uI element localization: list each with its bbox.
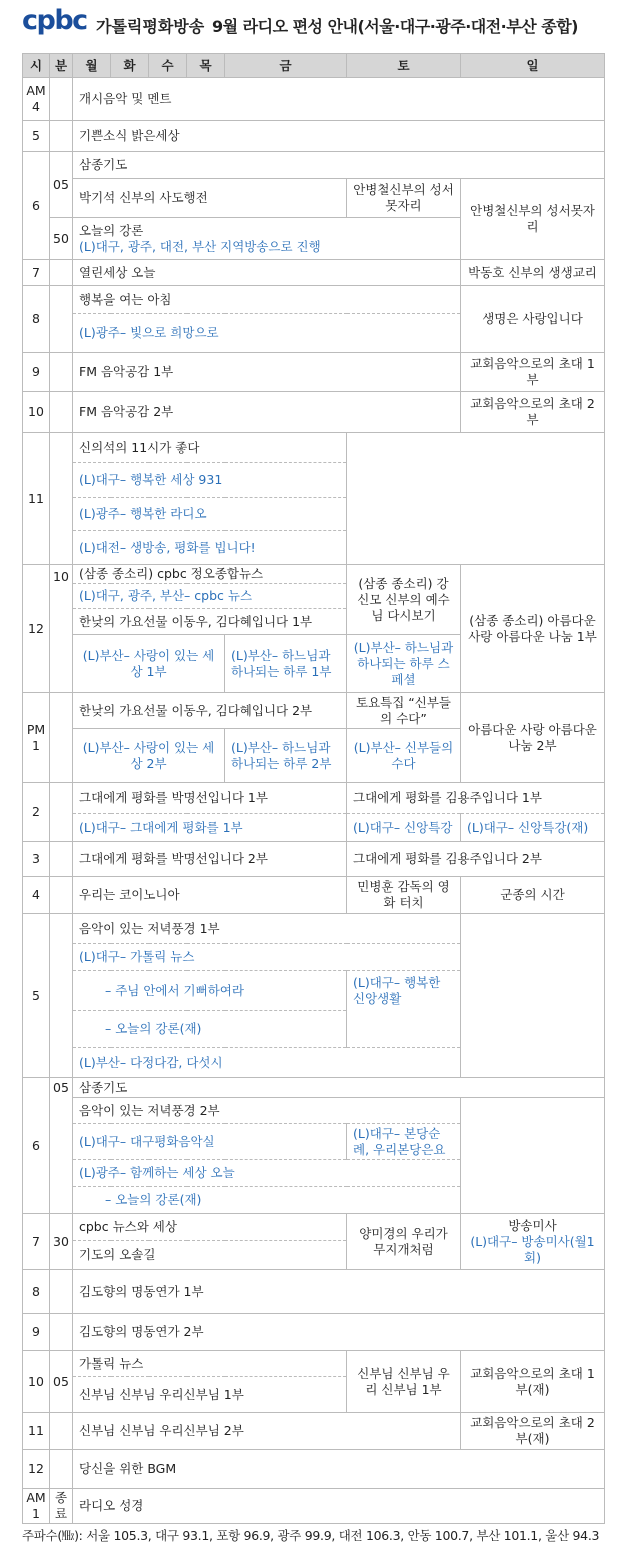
program-cell: 삼종기도	[73, 152, 605, 179]
col-sun: 일	[461, 54, 605, 78]
minute-cell	[50, 286, 73, 353]
sat-program-cell: 안병철신부의 성서못자리	[347, 179, 461, 218]
minute-cell	[50, 353, 73, 392]
hour-cell: 10	[23, 1351, 50, 1413]
row-pm3	[23, 842, 605, 877]
program-cell: 열린세상 오늘	[73, 260, 461, 286]
hour-cell: 8	[23, 1270, 50, 1314]
row-am4	[23, 78, 605, 121]
program-cell: 그대에게 평화를 박명선입니다 2부	[73, 842, 347, 877]
hour-cell: 8	[23, 286, 50, 353]
schedule-table	[22, 53, 605, 1524]
row-am1	[23, 1489, 605, 1524]
sun-program-cell: 교회음악으로의 초대 1부(재)	[461, 1351, 605, 1413]
col-wed: 수	[149, 54, 187, 78]
sun-program-cell: 군종의 시간	[461, 877, 605, 914]
minute-cell	[50, 1450, 73, 1489]
col-tue: 화	[111, 54, 149, 78]
sat-local-program: (L)대구– 신앙특강	[347, 814, 461, 842]
hour-cell: 7	[23, 260, 50, 286]
program-cell: 당신을 위한 BGM	[73, 1450, 605, 1489]
hour-cell: 6	[23, 152, 50, 260]
col-thu: 목	[187, 54, 225, 78]
hour-cell: AM 1	[23, 1489, 50, 1524]
weekend-program-cell: 그대에게 평화를 김용주입니다 1부	[347, 783, 605, 814]
program-cell: FM 음악공감 2부	[73, 392, 461, 433]
row-pm8	[23, 1270, 605, 1314]
col-fri: 금	[225, 54, 347, 78]
row-pm4	[23, 877, 605, 914]
hour-cell: 7	[23, 1214, 50, 1270]
program-cell: 그대에게 평화를 박명선입니다 1부	[73, 783, 347, 814]
hour-cell: 11	[23, 1413, 50, 1450]
frequency-footer: 주파수(㎒): 서울 105.3, 대구 93.1, 포항 96.9, 광주 99.9, 대전 106.3, 안동 100.7, 부산 101.1, 울산 94.3	[22, 1528, 600, 1543]
program-cell: 기쁜소식 밝은세상	[73, 121, 605, 152]
program-cell: 우리는 코이노니아	[73, 877, 347, 914]
sat-program-cell: 신부님 신부님 우리 신부님 1부	[347, 1351, 461, 1413]
hour-cell: 3	[23, 842, 50, 877]
local-program: (L)대구– 그대에게 평화를 1부	[73, 814, 347, 842]
program-cell: 한낮의 가요선물 이동우, 김다혜입니다 1부	[73, 609, 347, 635]
row-pm10	[23, 1351, 605, 1377]
local-program: (L)부산– 사랑이 있는 세상 1부	[73, 635, 225, 693]
sat-local-program: (L)대구– 행복한 신앙생활	[347, 971, 461, 1048]
local-program: – 오늘의 강론(재)	[73, 1011, 347, 1048]
program-cell: 음악이 있는 저녁풍경 1부	[73, 914, 461, 944]
program-cell: 삼종기도	[73, 1078, 605, 1098]
sun-program-cell: 아름다운 사랑 아름다운 나눔 2부	[461, 693, 605, 783]
row-6	[23, 152, 605, 179]
row-pm7	[23, 1214, 605, 1241]
program-cell: FM 음악공감 1부	[73, 353, 461, 392]
row-pm2	[23, 783, 605, 814]
program-cell: 박기석 신부의 사도행전	[73, 179, 347, 218]
sun-empty-cell	[461, 1098, 605, 1214]
local-program: (L)부산– 하느님과 하나되는 하루 2부	[225, 729, 347, 783]
program-title: 오늘의 강론	[79, 222, 144, 238]
local-program: – 주님 안에서 기뻐하여라	[73, 971, 347, 1011]
sun-empty-cell	[461, 914, 605, 1078]
local-program: (L)대구– 방송미사(월1회)	[470, 1233, 595, 1265]
local-program: (L)대전– 생방송, 평화를 빕니다!	[73, 531, 347, 565]
hour-cell: 11	[23, 433, 50, 565]
local-program: (L)광주– 행복한 라디오	[73, 498, 347, 531]
local-program: (L)대구, 광주, 부산– cpbc 뉴스	[73, 584, 347, 609]
sat-program-cell: (삼종 종소리) 강신모 신부의 예수님 다시보기	[347, 565, 461, 635]
program-cell: 한낮의 가요선물 이동우, 김다혜입니다 2부	[73, 693, 347, 729]
col-minute: 분	[50, 54, 73, 78]
sun-program-cell: 생명은 사랑입니다	[461, 286, 605, 353]
col-mon: 월	[73, 54, 111, 78]
minute-cell: 종료	[50, 1489, 73, 1524]
sat-program-cell: 토요특집 “신부들의 수다”	[347, 693, 461, 729]
minute-cell	[50, 78, 73, 121]
sun-program-cell: (삼종 종소리) 아름다운 사랑 아름다운 나눔 1부	[461, 565, 605, 693]
minute-cell: 50	[50, 218, 73, 260]
program-cell: 김도향의 명동연가 1부	[73, 1270, 605, 1314]
row-pm6	[23, 1078, 605, 1098]
minute-cell	[50, 392, 73, 433]
col-hour: 시	[23, 54, 50, 78]
minute-cell	[50, 693, 73, 783]
hour-cell: 10	[23, 392, 50, 433]
sat-local-program: (L)부산– 하느님과 하나되는 하루 스페셜	[347, 635, 461, 693]
program-cell: 김도향의 명동연가 2부	[73, 1314, 605, 1351]
program-cell: 신의석의 11시가 좋다	[73, 433, 347, 463]
row-pm9	[23, 1314, 605, 1351]
sun-program-cell	[461, 1214, 605, 1270]
minute-cell	[50, 1270, 73, 1314]
minute-cell: 30	[50, 1214, 73, 1270]
row-8	[23, 286, 605, 314]
program-title: 방송미사	[508, 1217, 557, 1233]
cpbc-logo: cpbc	[22, 5, 87, 36]
minute-cell: 10	[50, 565, 73, 693]
hour-cell: 2	[23, 783, 50, 842]
program-cell: 가톨릭 뉴스	[73, 1351, 347, 1377]
local-program: (L)부산– 다정다감, 다섯시	[73, 1048, 461, 1078]
local-program: (L)대구– 행복한 세상 931	[73, 463, 347, 498]
local-program: – 오늘의 강론(재)	[73, 1187, 461, 1214]
minute-cell: 05	[50, 1351, 73, 1413]
program-cell	[73, 218, 461, 260]
row-11	[23, 433, 605, 463]
program-cell: cpbc 뉴스와 세상	[73, 1214, 347, 1241]
row-pm1	[23, 693, 605, 729]
hour-cell: 12	[23, 1450, 50, 1489]
sun-program-cell: 박동호 신부의 생생교리	[461, 260, 605, 286]
minute-cell	[50, 1413, 73, 1450]
row-pm12	[23, 1450, 605, 1489]
hour-cell: AM 4	[23, 78, 50, 121]
sun-program-cell: 교회음악으로의 초대 2부(재)	[461, 1413, 605, 1450]
row-12	[23, 565, 605, 584]
minute-cell	[50, 121, 73, 152]
row-9	[23, 353, 605, 392]
hour-cell: 5	[23, 121, 50, 152]
program-cell: 라디오 성경	[73, 1489, 605, 1524]
local-program: (L)대구, 광주, 대전, 부산 지역방송으로 진행	[79, 238, 321, 254]
program-cell: 음악이 있는 저녁풍경 2부	[73, 1098, 461, 1124]
local-program: (L)대구– 대구평화음악실	[73, 1124, 347, 1160]
program-cell: 개시음악 및 멘트	[73, 78, 605, 121]
minute-cell: 05	[50, 1078, 73, 1214]
page-header	[0, 0, 625, 48]
minute-cell	[50, 783, 73, 842]
hour-cell: PM 1	[23, 693, 50, 783]
sun-program-cell: 교회음악으로의 초대 2부	[461, 392, 605, 433]
column-header-row	[23, 54, 605, 78]
hour-cell: 6	[23, 1078, 50, 1214]
hour-cell: 9	[23, 353, 50, 392]
weekend-empty-cell	[347, 433, 605, 565]
program-cell: 신부님 신부님 우리신부님 1부	[73, 1377, 347, 1413]
minute-cell	[50, 842, 73, 877]
local-program: (L)부산– 사랑이 있는 세상 2부	[73, 729, 225, 783]
sat-local-program: (L)부산– 신부들의 수다	[347, 729, 461, 783]
hour-cell: 9	[23, 1314, 50, 1351]
col-sat: 토	[347, 54, 461, 78]
program-cell: 기도의 오솔길	[73, 1241, 347, 1270]
local-program: (L)대구– 가톨릭 뉴스	[73, 944, 461, 971]
local-program: (L)광주– 함께하는 세상 오늘	[73, 1160, 461, 1187]
program-cell: 행복을 여는 아침	[73, 286, 461, 314]
sat-program-cell: 양미경의 우리가 무지개처럼	[347, 1214, 461, 1270]
page-title: 9월 라디오 편성 안내(서울·대구·광주·대전·부산 종합)	[212, 17, 578, 36]
minute-cell: 05	[50, 152, 73, 218]
hour-cell: 12	[23, 565, 50, 693]
sat-local-program: (L)대구– 본당순례, 우리본당은요	[347, 1124, 461, 1160]
minute-cell	[50, 877, 73, 914]
minute-cell	[50, 260, 73, 286]
sun-local-program: (L)대구– 신앙특강(재)	[461, 814, 605, 842]
weekend-program-cell: 그대에게 평화를 김용주입니다 2부	[347, 842, 605, 877]
sat-program-cell: 민병훈 감독의 영화 터치	[347, 877, 461, 914]
row-pm11	[23, 1413, 605, 1450]
program-cell: 신부님 신부님 우리신부님 2부	[73, 1413, 461, 1450]
minute-cell	[50, 433, 73, 565]
sun-program-cell: 안병철신부의 성서못자리	[461, 179, 605, 260]
minute-cell	[50, 1314, 73, 1351]
local-program: (L)부산– 하느님과 하나되는 하루 1부	[225, 635, 347, 693]
program-cell: (삼종 종소리) cpbc 정오종합뉴스	[73, 565, 347, 584]
minute-cell	[50, 914, 73, 1078]
hour-cell: 5	[23, 914, 50, 1078]
row-7	[23, 260, 605, 286]
row-pm5	[23, 914, 605, 944]
station-name: 가톨릭평화방송	[96, 17, 205, 36]
local-program: (L)광주– 빛으로 희망으로	[73, 314, 461, 353]
row-10	[23, 392, 605, 433]
hour-cell: 4	[23, 877, 50, 914]
row-5	[23, 121, 605, 152]
sun-program-cell: 교회음악으로의 초대 1부	[461, 353, 605, 392]
